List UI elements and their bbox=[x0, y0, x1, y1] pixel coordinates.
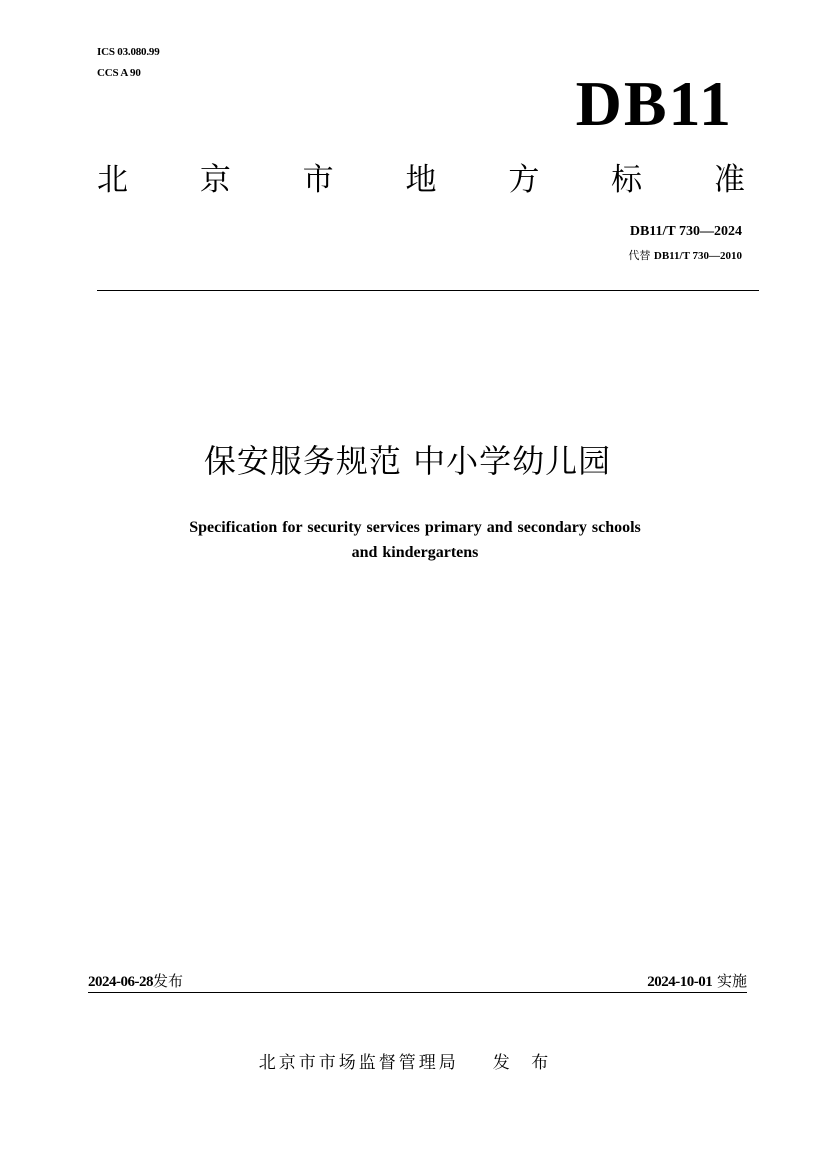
ccs-code: CCS A 90 bbox=[97, 67, 141, 79]
replaces-note bbox=[628, 247, 742, 265]
standard-type-char: 方 bbox=[508, 162, 540, 198]
header-divider bbox=[97, 290, 759, 291]
standard-type-char: 北 bbox=[97, 162, 128, 198]
effective-label: 实施 bbox=[716, 972, 747, 990]
ics-code: ICS 03.080.99 bbox=[97, 46, 160, 58]
publisher-line bbox=[0, 1050, 815, 1076]
title-english bbox=[90, 515, 740, 565]
issue-date-block bbox=[88, 970, 183, 993]
db11-logo-code: DB11 bbox=[575, 68, 733, 139]
date-row bbox=[88, 970, 747, 993]
title-english-line: Specification for security services primary and secondary schools bbox=[189, 519, 641, 536]
standard-type-char: 市 bbox=[302, 162, 334, 198]
title-english-line: and kindergartens bbox=[351, 544, 479, 561]
standard-type-heading bbox=[97, 160, 745, 200]
classification-codes bbox=[97, 42, 160, 84]
publish-verb: 发 布 bbox=[492, 1053, 557, 1073]
replaces-number: DB11/T 730—2010 bbox=[653, 250, 742, 262]
footer-divider bbox=[88, 992, 747, 993]
standard-type-char: 京 bbox=[199, 162, 231, 198]
title-chinese: 保安服务规范 中小学幼儿园 bbox=[203, 442, 612, 480]
replaces-label: 代替 bbox=[628, 249, 651, 262]
standard-type-char: 地 bbox=[405, 162, 437, 198]
standard-number: DB11/T 730—2024 bbox=[629, 224, 742, 239]
effective-date: 2024-10-01 bbox=[647, 974, 713, 990]
issue-date: 2024-06-28 bbox=[88, 974, 153, 990]
issue-label: 发布 bbox=[153, 972, 184, 990]
publisher-name: 北京市市场监督管理局 bbox=[258, 1053, 459, 1073]
standard-type-char: 标 bbox=[611, 162, 643, 198]
effective-date-block bbox=[647, 970, 747, 993]
standard-type-char: 准 bbox=[713, 162, 745, 198]
